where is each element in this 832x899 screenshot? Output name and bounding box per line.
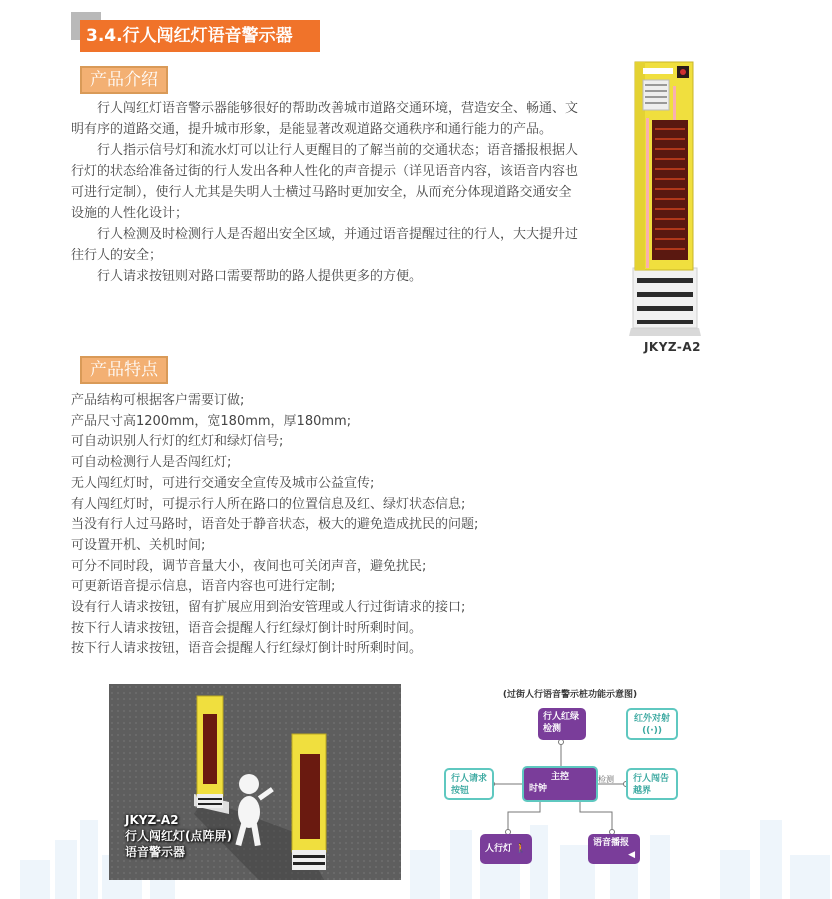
link-label: 检测 (598, 775, 614, 784)
signal-icon: ((·)) (642, 726, 662, 736)
feature-item: 无人闯红灯时，可进行交通安全宣传及城市公益宣传; (71, 475, 375, 491)
node-label: 行人闯告 (633, 774, 670, 784)
node-label: 行人红绿 (543, 712, 580, 722)
node-ped-detect (538, 708, 586, 740)
product-photo (109, 684, 401, 880)
node-label: 按钮 (451, 786, 470, 796)
feature-item: 可分不同时段，调节音量大小，夜间也可关闭声音，避免扰民; (71, 558, 427, 574)
diagram-title: (过街人行语音警示桩功能示意图) (502, 690, 638, 700)
pedestrian-icon: 🚶 (515, 844, 527, 854)
node-label: 语音播报 (593, 838, 630, 848)
intro-paragraph: 行人请求按钮则对路口需要帮助的路人提供更多的方便。 (97, 269, 423, 284)
speaker-icon: ◀ (628, 850, 635, 860)
feature-item: 按下行人请求按钮，语音会提醒人行红绿灯倒计时所剩时间。 (71, 620, 423, 636)
product-model-label: JKYZ-A2 (643, 340, 702, 354)
section-title: 3.4.行人闯红灯语音警示器 (80, 20, 320, 52)
features-list (71, 391, 591, 660)
intro-text (71, 98, 581, 287)
photo-caption (125, 812, 232, 860)
feature-item: 按下行人请求按钮，语音会提醒人行红绿灯倒计时所剩时间。 (71, 641, 423, 657)
node-label: 红外对射 (633, 714, 670, 724)
feature-item: 产品结构可根据客户需要订做; (71, 393, 245, 408)
feature-item: 有人闯红灯时，可提示行人所在路口的位置信息及红、绿灯状态信息; (71, 496, 466, 512)
photo-caption-line: 行人闯红灯(点阵屏) (125, 829, 232, 843)
node-ped-request (444, 768, 494, 800)
features-heading: 产品特点 (80, 356, 168, 384)
node-label: 检测 (543, 724, 562, 734)
node-main-control (522, 766, 598, 802)
intro-paragraph: 行人闯红灯语音警示器能够很好的帮助改善城市道路交通环境，营造安全、畅通、文明有序的道路交通，提升城市形象，是能显著改观道路交通秩序和通行能力的产品。 (71, 101, 579, 137)
node-ped-light (480, 834, 532, 864)
node-label: 越界 (633, 786, 652, 796)
feature-item: 当没有行人过马路时，语音处于静音状态，极大的避免造成扰民的问题; (71, 517, 479, 533)
function-diagram (440, 684, 710, 874)
node-label: 行人请求 (451, 774, 488, 784)
photo-caption-line: JKYZ-A2 (125, 813, 179, 827)
intro-paragraph: 行人检测及时检测行人是否超出安全区域，并通过语音提醒过往的行人，大大提升过往行人的安全； (71, 227, 579, 263)
node-label: 时钟 (529, 784, 548, 794)
node-voice-broadcast (588, 834, 640, 864)
intro-heading: 产品介绍 (80, 66, 168, 94)
intro-paragraph: 行人指示信号灯和流水灯可以让行人更醒目的了解当前的交通状态；语音播报根据人行灯的状态给准备过街的行人发出各种人性化的声音提示（详见语音内容，该语音内容也可进行定制），使行人尤其是失明人士横过马路时更加安全，从而充分体现道路交通安全设施的人性化设计； (71, 143, 579, 221)
feature-item: 可更新语音提示信息，语音内容也可进行定制; (71, 579, 336, 595)
feature-item: 可设置开机、关机时间; (71, 537, 206, 553)
feature-item: 产品尺寸高1200mm，宽180mm，厚180mm; (71, 413, 352, 429)
feature-item: 可自动识别人行灯的红灯和绿灯信号; (71, 434, 284, 450)
feature-item: 设有行人请求按钮，留有扩展应用到治安管理或人行过街请求的接口; (71, 600, 466, 616)
product-pillar-image (625, 58, 705, 338)
node-infrared (626, 708, 678, 740)
node-label: 人行灯 (485, 844, 513, 854)
photo-caption-line: 语音警示器 (125, 845, 186, 859)
node-label: 主控 (550, 772, 569, 782)
feature-item: 可自动检测行人是否闯红灯; (71, 455, 232, 471)
node-voice-boundary (626, 768, 678, 800)
